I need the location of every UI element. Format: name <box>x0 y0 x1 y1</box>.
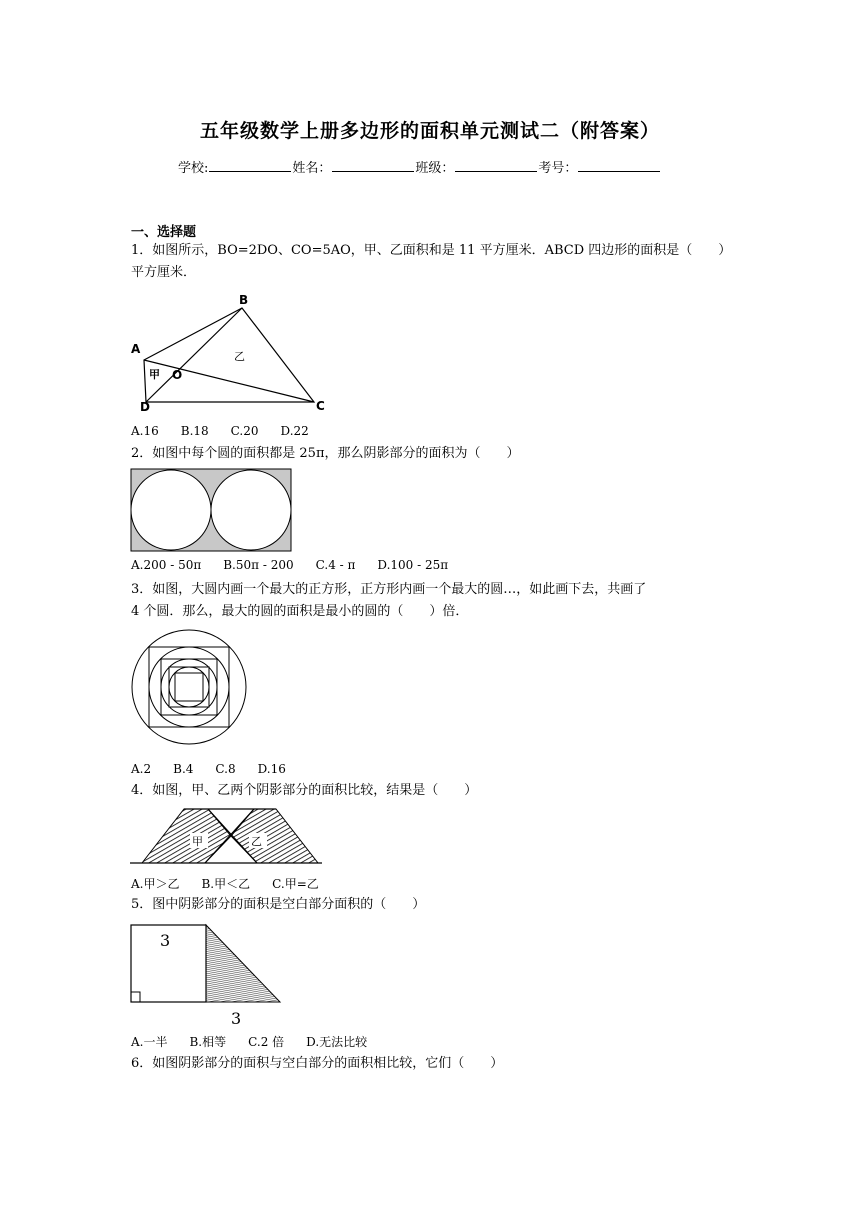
shaded-region-jia <box>142 809 231 863</box>
square-triangle-figure <box>130 922 285 1028</box>
label-jia: 甲 <box>149 368 160 381</box>
question-4-line1: 4．如图，甲、乙两个阴影部分的面积比较，结果是（ ） <box>131 783 478 798</box>
student-info-line <box>178 157 661 176</box>
option-a[interactable]: A.200 - 50π <box>131 558 202 572</box>
shaded-region-yi <box>231 809 318 863</box>
shaded-triangle <box>206 925 280 1002</box>
question-2-options <box>131 558 470 572</box>
question-1-options <box>131 424 331 438</box>
right-circle <box>211 470 291 550</box>
name-label: 姓名： <box>292 161 332 176</box>
question-6-line1: 6．如图阴影部分的面积与空白部分的面积相比较，它们（ ） <box>131 1056 504 1071</box>
exam-no-label: 考号： <box>538 161 578 176</box>
section-heading: 一、选择题 <box>131 225 197 240</box>
question-1-line2: 平方厘米． <box>131 265 197 280</box>
label-bottom: 3 <box>231 1009 242 1028</box>
option-c[interactable]: C.甲=乙 <box>272 877 319 891</box>
two-circles-figure <box>130 468 293 553</box>
diagonal-bd <box>146 308 242 402</box>
exam-no-blank <box>578 158 660 172</box>
quadrilateral-figure <box>128 292 338 416</box>
nested-circles-squares-figure <box>130 628 250 748</box>
option-d[interactable]: D.无法比较 <box>306 1035 368 1049</box>
question-3-line2: 4 个圆．那么，最大的圆的面积是最小的圆的（ ）倍． <box>131 604 469 619</box>
option-b[interactable]: B.4 <box>173 762 194 776</box>
class-blank <box>455 158 537 172</box>
label-b: B <box>239 293 249 307</box>
option-c[interactable]: C.4 - π <box>315 558 356 572</box>
diagonal-ac <box>144 360 314 402</box>
option-a[interactable]: A.一半 <box>131 1035 168 1049</box>
label-d: D <box>140 400 150 414</box>
option-a[interactable]: A.甲＞乙 <box>131 877 180 891</box>
name-blank <box>332 158 414 172</box>
question-3-line1: 3．如图，大圆内画一个最大的正方形，正方形内画一个最大的圆…，如此画下去，共画了 <box>131 582 647 597</box>
square-4 <box>175 673 203 701</box>
question-3-options <box>131 762 308 776</box>
option-d[interactable]: D.22 <box>280 424 309 438</box>
option-c[interactable]: C.2 倍 <box>248 1035 285 1049</box>
question-4-options <box>131 875 341 892</box>
option-a[interactable]: A.2 <box>131 762 152 776</box>
school-label: 学校: <box>178 161 209 176</box>
page-title: 五年级数学上册多边形的面积单元测试二（附答案） <box>199 120 660 142</box>
option-c[interactable]: C.20 <box>230 424 259 438</box>
label-o: O <box>172 368 183 382</box>
label-top: 3 <box>160 931 171 950</box>
question-5-options <box>131 1033 389 1050</box>
option-a[interactable]: A.16 <box>131 424 159 438</box>
option-d[interactable]: D.100 - 25π <box>377 558 449 572</box>
class-label: 班级： <box>415 161 455 176</box>
option-b[interactable]: B.18 <box>180 424 209 438</box>
label-jia: 甲 <box>192 835 203 848</box>
right-angle-mark <box>131 992 140 1002</box>
question-1-line1: 1．如图所示，BO=2DO、CO=5AO，甲、乙面积和是 11 平方厘米．ABCD 四边形的面积是（ ） <box>131 243 732 258</box>
option-d[interactable]: D.16 <box>257 762 286 776</box>
quad-abcd-outline <box>144 308 314 402</box>
option-b[interactable]: B.50π - 200 <box>223 558 294 572</box>
label-yi: 乙 <box>251 835 262 848</box>
option-b[interactable]: B.甲＜乙 <box>201 877 251 891</box>
option-c[interactable]: C.8 <box>215 762 236 776</box>
label-a: A <box>131 342 141 356</box>
option-b[interactable]: B.相等 <box>189 1035 227 1049</box>
trapezoid-shading-figure <box>130 804 322 868</box>
label-yi: 乙 <box>234 350 245 363</box>
left-circle <box>131 470 211 550</box>
question-5-line1: 5．图中阴影部分的面积是空白部分面积的（ ） <box>131 897 426 912</box>
question-2-line1: 2．如图中每个圆的面积都是 25π，那么阴影部分的面积为（ ） <box>131 446 520 461</box>
label-c: C <box>316 399 325 413</box>
school-blank <box>209 158 291 172</box>
